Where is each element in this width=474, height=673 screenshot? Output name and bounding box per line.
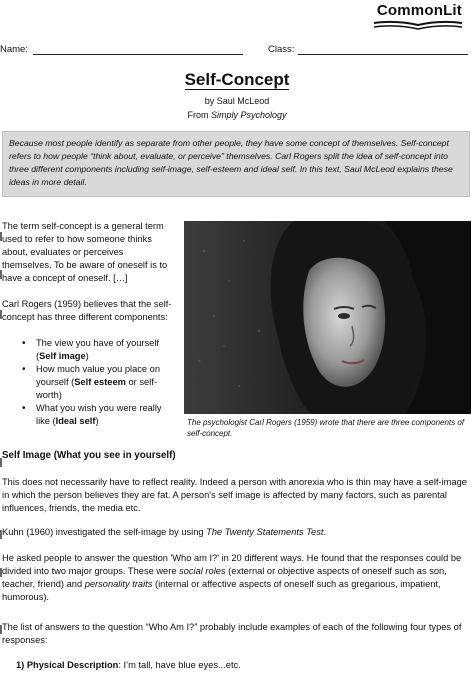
margin-mark [0, 270, 2, 279]
list-item: • What you wish you were really like (Ideal self) [20, 402, 175, 428]
paragraph-rogers: Carl Rogers (1959) believes that the self-concept has three different components: [2, 299, 172, 322]
intro-box: Because most people identify as separate from other people, they have some concept of themselves. Self-concept refers to how people “think about, evaluate, or perceive” themselves. Carl Rogers split the idea of self-concept into three different components including self-image, self-esteem and ideal self. In this text, Saul McLeod explains these ideas in more detail. [2, 131, 470, 197]
paragraph-who-am-i: He asked people to answer the question 'Who am I?' in 20 different ways. He found that the responses could be divided into two major groups. These were social roles (external or objective aspects of oneself such as son, teacher, friend) and personality traits (internal or affective aspects of oneself such as gregarious, impatient, humorous). [2, 553, 462, 602]
margin-mark [0, 530, 2, 539]
margin-mark [0, 458, 2, 467]
list-item: • The view you have of yourself (Self image) [20, 337, 175, 363]
portrait-photo [184, 221, 471, 414]
physical-description-item: 1) Physical Description: I’m tall, have blue eyes...etc. [16, 660, 241, 670]
paragraph-kuhn: Kuhn (1960) investigated the self-image by using The Twenty Statements Test. [2, 527, 327, 537]
paragraph-intro-term: The term self-concept is a general term used to refer to how someone thinks about, evaluates or perceives themselves. To be aware of oneself is to have a concept of oneself. […] [2, 221, 168, 283]
name-field[interactable] [33, 54, 243, 55]
list-item: • How much value you place on yourself (Self esteem or self-worth) [20, 363, 175, 402]
portrait-image [184, 221, 471, 414]
paragraph-self-image: This does not necessarily have to reflect reality. Indeed a person with anorexia who is thin may have a self-image in which the person believes they are fat. A person's self image is affected by many factors, such as parental influences, friends, the media etc. [2, 477, 467, 513]
article-title: Self-Concept [184, 70, 290, 89]
article-byline: by Saul McLeod [204, 96, 270, 106]
margin-mark [0, 625, 2, 634]
class-label: Class: [268, 44, 295, 55]
margin-mark [0, 310, 2, 319]
components-list [20, 337, 175, 428]
open-book-icon [372, 20, 464, 30]
class-field[interactable] [298, 54, 468, 55]
name-label: Name: [0, 44, 28, 55]
commonlit-logo [366, 2, 466, 30]
paragraph-list-answers: The list of answers to the question “Who Am I?” probably include examples of each of the following four types of responses: [2, 622, 462, 645]
logo-text: CommonLit [376, 2, 462, 19]
margin-mark [0, 232, 2, 241]
photo-caption: The psychologist Carl Rogers (1959) wrote that there are three components of self-concept. [187, 418, 465, 438]
section-heading: Self Image (What you see in yourself) [2, 450, 176, 461]
margin-mark [0, 568, 2, 577]
name-class-row [0, 44, 474, 58]
article-source: From Simply Psychology [187, 110, 287, 120]
